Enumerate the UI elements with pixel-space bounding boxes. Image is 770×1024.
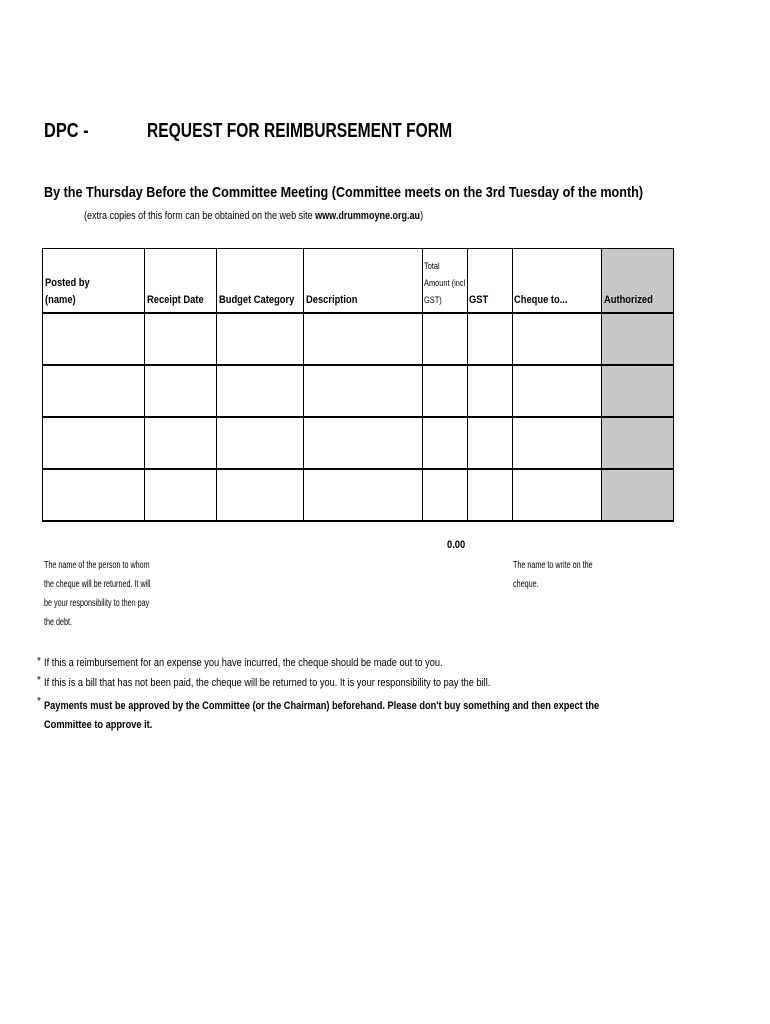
footnote-star: * — [37, 656, 41, 667]
website-link[interactable]: www.drummoyne.org.au — [315, 210, 421, 222]
cell-total-amount[interactable] — [423, 418, 467, 468]
header-posted-by-line2: (name) — [45, 294, 76, 306]
header-total-line2: Amount (incl — [424, 278, 466, 289]
header-description: Description — [306, 294, 358, 306]
footnote-star: * — [37, 696, 41, 707]
cell-description[interactable] — [304, 418, 422, 468]
cell-receipt-date[interactable] — [145, 470, 216, 520]
cell-gst[interactable] — [468, 314, 512, 364]
copies-note-text: (extra copies of this form can be obtained on the web site — [84, 210, 316, 222]
table-top-border — [42, 248, 674, 249]
cheque-to-note — [513, 556, 593, 594]
table-row — [42, 418, 674, 468]
cell-cheque-to[interactable] — [513, 418, 601, 468]
cheque-to-note-line: The name to write on the — [513, 560, 593, 571]
header-receipt-date: Receipt Date — [147, 294, 204, 306]
cell-budget-category[interactable] — [217, 418, 303, 468]
cell-posted-by[interactable] — [43, 418, 144, 468]
footnote-star: * — [37, 675, 41, 686]
cell-description[interactable] — [304, 314, 422, 364]
header-authorized: Authorized — [604, 294, 653, 306]
cell-budget-category[interactable] — [217, 366, 303, 416]
table-row — [42, 314, 674, 364]
footnote-1: If this a reimbursement for an expense you have incurred, the cheque should be made out to you. — [44, 657, 443, 669]
cell-total-amount[interactable] — [423, 314, 467, 364]
posted-by-note-line: the debt. — [44, 617, 73, 628]
cell-description[interactable] — [304, 366, 422, 416]
cell-budget-category[interactable] — [217, 470, 303, 520]
posted-by-note-line: The name of the person to whom — [44, 560, 150, 571]
header-posted-by-line1: Posted by — [45, 277, 90, 289]
cell-receipt-date[interactable] — [145, 418, 216, 468]
cell-total-amount[interactable] — [423, 366, 467, 416]
header-posted-by — [45, 275, 90, 309]
cell-gst[interactable] — [468, 418, 512, 468]
cell-gst[interactable] — [468, 366, 512, 416]
total-amount-value: 0.00 — [447, 539, 466, 551]
cell-cheque-to[interactable] — [513, 470, 601, 520]
table-row — [42, 366, 674, 416]
cell-total-amount[interactable] — [423, 470, 467, 520]
cell-authorized[interactable] — [602, 366, 673, 416]
cell-receipt-date[interactable] — [145, 366, 216, 416]
posted-by-note-line: be your responsibility to then pay — [44, 598, 150, 609]
posted-by-note-line: the cheque will be returned. It will — [44, 579, 151, 590]
copies-note — [84, 210, 423, 222]
header-total-line1: Total — [424, 261, 440, 272]
cell-authorized[interactable] — [602, 314, 673, 364]
header-total-amount — [424, 258, 465, 309]
posted-by-note — [44, 556, 150, 632]
cell-budget-category[interactable] — [217, 314, 303, 364]
cell-posted-by[interactable] — [43, 314, 144, 364]
copies-note-close: ) — [420, 210, 424, 222]
footnote-3-line1: Payments must be approved by the Committee (or the Chairman) beforehand. Please don't buy something and then expect the — [44, 700, 600, 712]
cell-posted-by[interactable] — [43, 470, 144, 520]
form-title: REQUEST FOR REIMBURSEMENT FORM — [147, 120, 453, 142]
header-budget-category: Budget Category — [219, 294, 295, 306]
cell-posted-by[interactable] — [43, 366, 144, 416]
cheque-to-note-line: cheque. — [513, 579, 539, 590]
cell-gst[interactable] — [468, 470, 512, 520]
cell-authorized[interactable] — [602, 418, 673, 468]
deadline-text: By the Thursday Before the Committee Meeting (Committee meets on the 3rd Tuesday of the month) — [44, 184, 644, 201]
form-prefix: DPC - — [44, 120, 89, 142]
table-bottom-border — [42, 520, 674, 522]
cell-cheque-to[interactable] — [513, 366, 601, 416]
footnote-3-line2: Committee to approve it. — [44, 719, 153, 731]
cell-cheque-to[interactable] — [513, 314, 601, 364]
header-gst: GST — [469, 294, 489, 306]
cell-receipt-date[interactable] — [145, 314, 216, 364]
reimbursement-table — [42, 248, 674, 522]
header-total-line3: GST) — [424, 295, 442, 306]
table-row — [42, 470, 674, 520]
cell-authorized[interactable] — [602, 470, 673, 520]
cell-description[interactable] — [304, 470, 422, 520]
header-cheque-to: Cheque to... — [514, 294, 568, 306]
footnote-2: If this is a bill that has not been paid, the cheque will be returned to you. It is your responsibility to pay the bill. — [44, 677, 491, 689]
